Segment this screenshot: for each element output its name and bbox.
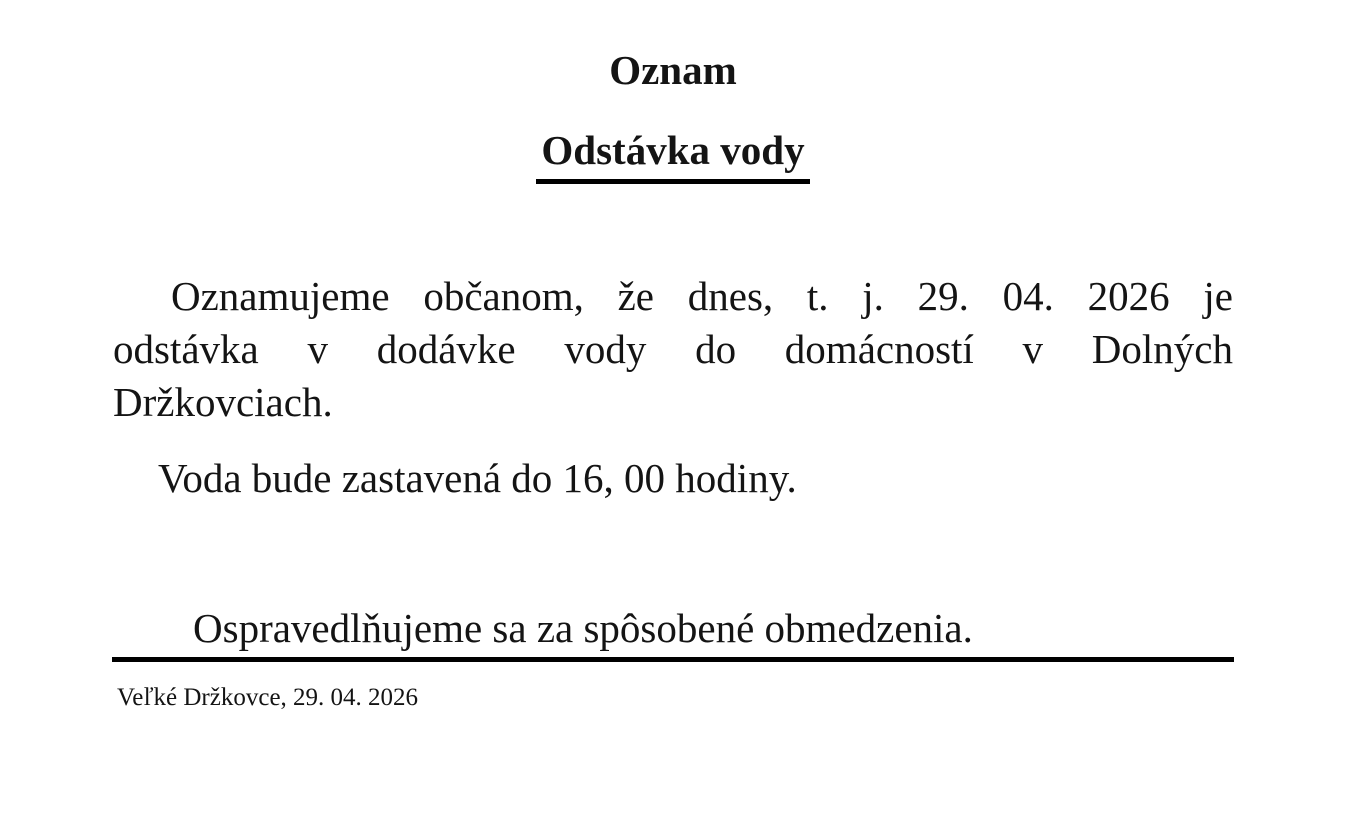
document-subtitle [113, 126, 1233, 184]
announcement-line-3: Držkovciach. [113, 379, 333, 425]
document-subtitle-text: Odstávka vody [536, 126, 809, 184]
apology-paragraph: Ospravedlňujeme sa za spôsobené obmedzenia. [193, 605, 973, 651]
announcement-paragraph [113, 270, 1233, 429]
water-stop-time-paragraph: Voda bude zastavená do 16, 00 hodiny. [158, 455, 797, 501]
place-date-line: Veľké Držkovce, 29. 04. 2026 [117, 684, 419, 711]
announcement-line-1: Oznamujeme občanom, že dnes, t. j. 29. 04. 2026 je [171, 273, 1233, 319]
document-title: Oznam [609, 47, 737, 93]
announcement-line-2: odstávka v dodávke vody do domácností v Dolných [113, 326, 1233, 372]
separator-rule [112, 657, 1234, 662]
